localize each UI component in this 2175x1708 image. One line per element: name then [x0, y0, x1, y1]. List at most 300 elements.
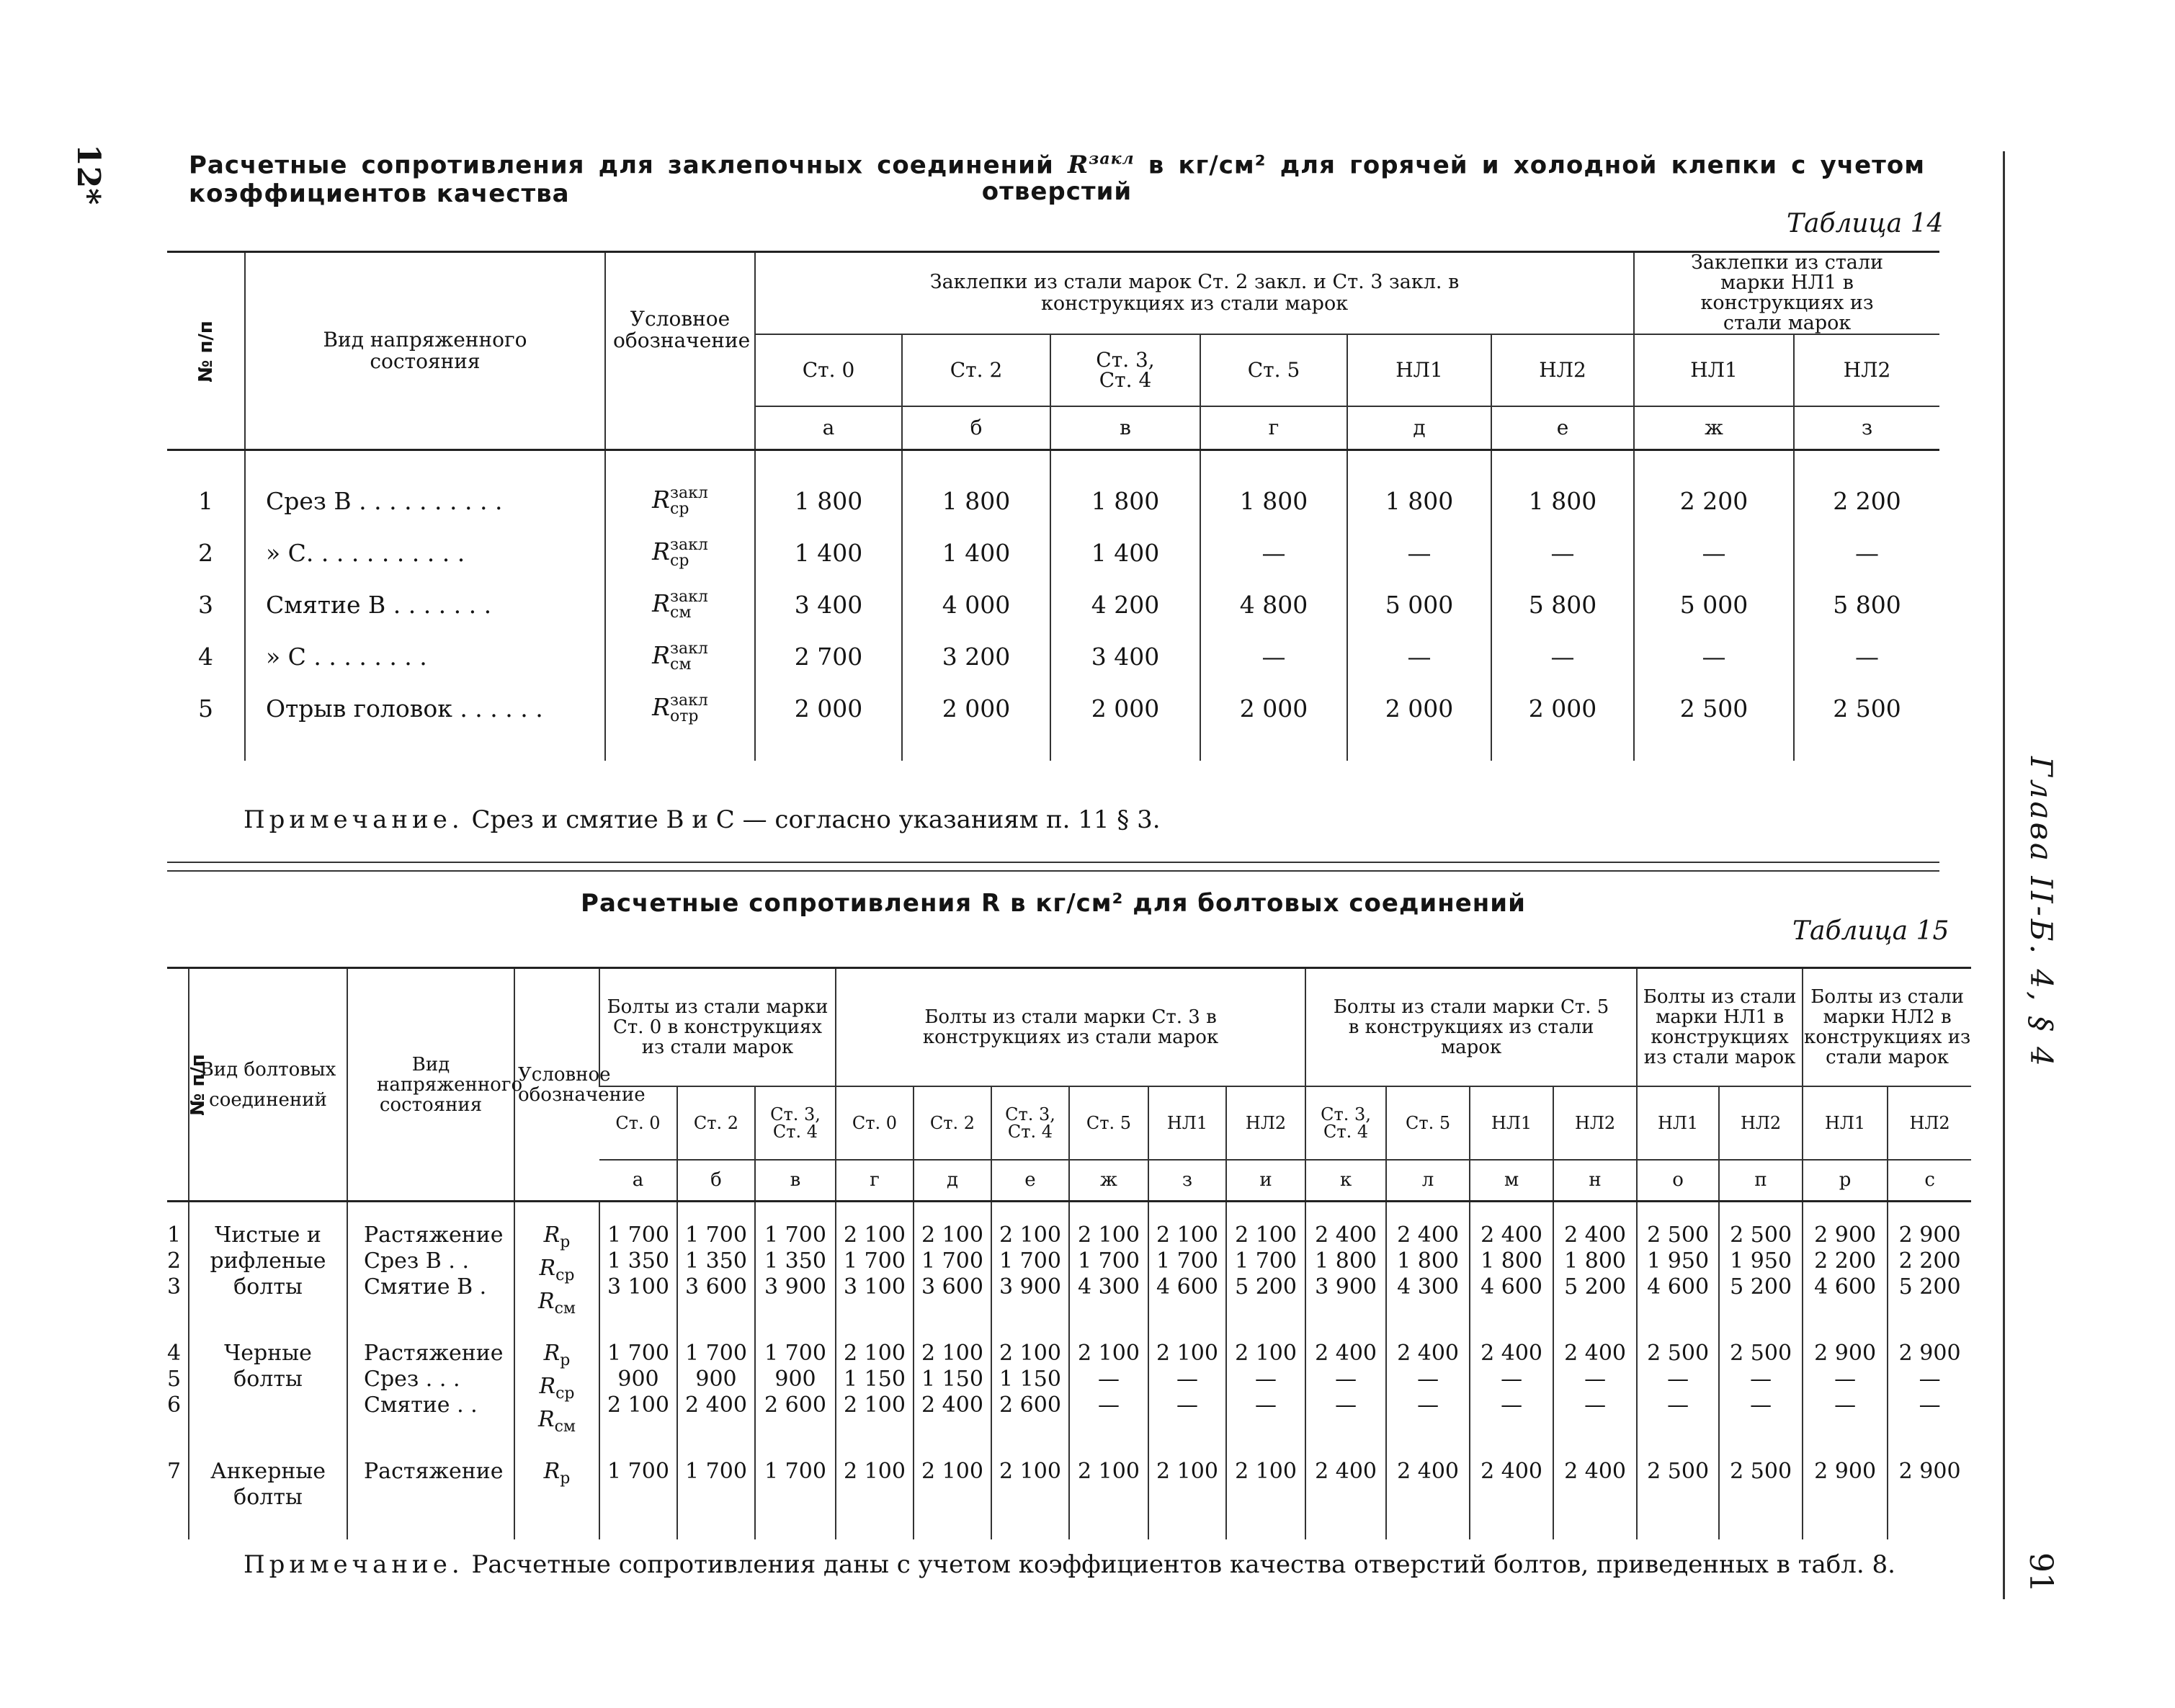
bolt-kind: Анкерные болты	[189, 1440, 347, 1539]
value-cell: 2 100	[844, 1341, 906, 1366]
table15-label: Таблица 15	[1792, 916, 1950, 946]
value-column	[1386, 1440, 1470, 1539]
t14-col-header: НЛ1	[1634, 334, 1794, 406]
value-cell: 1 700	[764, 1459, 826, 1484]
value-column	[1803, 1440, 1888, 1539]
value-cell: 1 700	[1156, 1248, 1218, 1274]
value-cell: —	[1417, 1367, 1439, 1392]
t15-col-header: Ст. 5	[1069, 1086, 1148, 1160]
symbol-sup	[670, 589, 708, 621]
state-label: Срез В . .	[364, 1248, 470, 1274]
t15-col-letter: д	[914, 1160, 991, 1202]
symbol-sub-text: отр	[670, 707, 699, 725]
value-column	[1226, 1440, 1305, 1539]
value-column	[1719, 1440, 1803, 1539]
t15-col-letter: и	[1226, 1160, 1305, 1202]
symbol	[515, 1374, 599, 1407]
value-cell: 1 350	[607, 1248, 669, 1274]
value-cell: —	[1919, 1367, 1941, 1392]
value-cell: 900	[617, 1367, 659, 1392]
row-number: 4	[198, 643, 213, 671]
value-cell: 2 400	[1397, 1459, 1459, 1484]
symbol	[515, 1289, 599, 1322]
value-column	[1888, 1440, 1971, 1539]
table-row	[167, 579, 1939, 631]
value-cell: 2 100	[844, 1392, 906, 1418]
t15-col-letter: б	[677, 1160, 755, 1202]
value-column	[1148, 1440, 1226, 1539]
symbol-letter: R	[652, 589, 670, 617]
value-cell: 2 000	[1200, 683, 1347, 761]
value-cell: 2 100	[1156, 1341, 1218, 1366]
value-cell: 4 600	[1480, 1274, 1542, 1300]
row-number: 4	[167, 1341, 182, 1366]
value-cell: 5 800	[1794, 579, 1939, 631]
value-cell: 2 100	[1078, 1459, 1140, 1484]
value-column	[1470, 1322, 1553, 1440]
value-cell: 2 000	[1050, 683, 1200, 761]
table-row-group	[167, 1440, 1971, 1539]
t14-col-header: НЛ2	[1794, 334, 1939, 406]
value-cell: —	[1634, 527, 1794, 579]
symbol-letter: R	[539, 1374, 556, 1399]
value-cell: 2 100	[1235, 1341, 1297, 1366]
value-cell: —	[1794, 527, 1939, 579]
value-cell: 1 700	[999, 1248, 1061, 1274]
value-column	[1553, 1202, 1637, 1323]
value-cell: 4 300	[1078, 1274, 1140, 1300]
row-number: 6	[167, 1392, 182, 1418]
value-cell: 2 000	[1347, 683, 1491, 761]
t14-col-header: Ст. 5	[1200, 334, 1347, 406]
value-cell: —	[1176, 1367, 1198, 1392]
value-cell: 2 100	[999, 1222, 1061, 1248]
row-number: 1	[198, 487, 213, 515]
value-cell: 2 400	[921, 1392, 983, 1418]
row-kind: » С. . . . . . . . . . .	[245, 527, 605, 579]
value-column	[1386, 1202, 1470, 1323]
value-cell: 2 100	[1235, 1222, 1297, 1248]
value-cell: 3 600	[685, 1274, 747, 1300]
value-cell: 2 100	[1156, 1222, 1218, 1248]
symbol-letter: R	[652, 640, 670, 669]
t15-g1-header: Болты из стали марки Ст. 0 в конструкциях из стали марок	[599, 968, 836, 1086]
symbol-sup-text: закл	[670, 587, 708, 606]
t15-col-header: НЛ2	[1719, 1086, 1803, 1160]
t15-col-letter: н	[1553, 1160, 1637, 1202]
value-cell: —	[1347, 631, 1491, 683]
value-cell: 3 900	[764, 1274, 826, 1300]
table14-note: Примечание. Срез и смятие В и С — согласно указаниям п. 11 § 3.	[244, 805, 1161, 834]
t14-col-header: Ст. 3, Ст. 4	[1050, 334, 1200, 406]
value-cell: 4 000	[902, 579, 1050, 631]
value-column	[677, 1202, 755, 1323]
symbol-letter: R	[543, 1459, 561, 1484]
value-cell: 3 900	[999, 1274, 1061, 1300]
value-column	[1069, 1440, 1148, 1539]
value-cell: 1 700	[607, 1459, 669, 1484]
value-cell: 5 200	[1898, 1274, 1961, 1300]
state-label: Смятие . .	[364, 1392, 478, 1418]
value-column	[1719, 1202, 1803, 1323]
value-cell: —	[1501, 1367, 1523, 1392]
t15-col-letter: е	[991, 1160, 1069, 1202]
value-cell: 1 800	[755, 450, 902, 527]
value-cell: 1 400	[755, 527, 902, 579]
symbol-letter: R	[537, 1289, 555, 1314]
table14	[167, 251, 1939, 761]
state-label: Растяжение	[364, 1341, 504, 1366]
t15-g4-header: Болты из стали марки НЛ1 в конструкциях из стали марок	[1637, 968, 1803, 1086]
value-column	[1386, 1322, 1470, 1440]
value-cell: 1 700	[607, 1341, 669, 1366]
symbol-sup-text: закл	[670, 691, 708, 710]
table-row	[167, 450, 1939, 527]
symbol-letter: R	[543, 1341, 561, 1366]
t15-g5-header: Болты из стали марки НЛ2 в конструкциях из стали марок	[1803, 968, 1971, 1086]
bolt-kind: Чистые и рифленые болты	[189, 1202, 347, 1323]
value-cell: 2 100	[921, 1222, 983, 1248]
t15-col-header: НЛ1	[1803, 1086, 1888, 1160]
symbol	[515, 1256, 599, 1289]
value-cell: 2 200	[1898, 1248, 1961, 1274]
value-cell: —	[1834, 1392, 1857, 1418]
value-cell: 1 700	[921, 1248, 983, 1274]
value-cell: 2 400	[1397, 1222, 1459, 1248]
symbol-sub: см	[554, 1418, 576, 1436]
symbol-letter: R	[652, 485, 670, 514]
symbol-sub: р	[560, 1233, 571, 1251]
row-kind: Смятие В . . . . . . .	[245, 579, 605, 631]
value-cell: 1 800	[1347, 450, 1491, 527]
col-kind-header: Вид напряженного состояния	[245, 252, 605, 450]
table15-note: Примечание. Расчетные сопротивления даны с учетом коэффициентов качества отверстий болтов, приведенных в табл. 8.	[244, 1550, 1895, 1579]
value-cell: 3 100	[844, 1274, 906, 1300]
value-cell: 4 600	[1814, 1274, 1877, 1300]
symbol-letter: R	[539, 1256, 556, 1281]
value-cell: 2 600	[999, 1392, 1061, 1418]
value-column	[836, 1440, 914, 1539]
value-cell: 5 800	[1491, 579, 1634, 631]
t15-col-header: Ст. 3, Ст. 4	[1305, 1086, 1386, 1160]
symbol-letter: R	[652, 537, 670, 565]
t14-col-header: Ст. 2	[902, 334, 1050, 406]
table14-title: Расчетные сопротивления для заклепочных соединений $R^{закл}$ в кг/см² для горячей и холодной клепки с учетом коэффициентов качества	[189, 150, 1926, 209]
states	[347, 1202, 514, 1323]
value-cell: 1 350	[764, 1248, 826, 1274]
chapter-header: Глава II-Б. 4, § 4	[2024, 756, 2059, 1069]
row-number: 2	[198, 539, 213, 567]
value-cell: 4 600	[1647, 1274, 1710, 1300]
value-cell: 2 400	[1564, 1459, 1627, 1484]
value-cell: —	[1750, 1367, 1772, 1392]
value-cell: 2 900	[1898, 1459, 1961, 1484]
row-number: 2	[167, 1248, 182, 1274]
value-column	[1888, 1322, 1971, 1440]
value-column	[599, 1322, 677, 1440]
row-kind: Срез В . . . . . . . . . .	[245, 450, 605, 527]
value-cell: 2 100	[999, 1341, 1061, 1366]
value-cell: 2 100	[921, 1459, 983, 1484]
table14-label: Таблица 14	[1787, 209, 1944, 238]
row-symbol	[605, 527, 755, 579]
value-cell: 2 400	[1564, 1341, 1627, 1366]
value-cell: 1 700	[685, 1341, 747, 1366]
value-cell: —	[1098, 1392, 1120, 1418]
value-column	[1069, 1202, 1148, 1323]
value-cell: 5 000	[1634, 579, 1794, 631]
symbol	[515, 1459, 599, 1492]
value-column	[1719, 1322, 1803, 1440]
value-cell: 1 950	[1647, 1248, 1710, 1274]
t15-col-letter: к	[1305, 1160, 1386, 1202]
t15-col-header: Ст. 2	[677, 1086, 755, 1160]
row-number: 5	[167, 1367, 182, 1392]
symbol-sup-text: закл	[670, 535, 708, 554]
row-numbers	[167, 1440, 189, 1539]
value-column	[1148, 1322, 1226, 1440]
value-cell: 1 700	[685, 1222, 747, 1248]
value-cell: 2 400	[1315, 1459, 1377, 1484]
value-cell: 2 100	[1235, 1459, 1297, 1484]
value-cell: 2 400	[1397, 1341, 1459, 1366]
table15-title: Расчетные сопротивления R в кг/см² для болтовых соединений	[581, 889, 1526, 918]
symbol-sub: ср	[555, 1266, 575, 1284]
symbol-sub-text: ср	[670, 499, 689, 518]
value-cell: 2 500	[1647, 1459, 1710, 1484]
value-cell: 2 900	[1814, 1459, 1877, 1484]
row-number: 3	[198, 591, 213, 619]
t15-col-header: Ст. 5	[1386, 1086, 1470, 1160]
t15-col-letter: о	[1637, 1160, 1719, 1202]
value-column	[991, 1202, 1069, 1323]
row-kind: » С . . . . . . . .	[245, 631, 605, 683]
symbol-letter: R	[537, 1407, 555, 1432]
value-cell: 4 200	[1050, 579, 1200, 631]
value-cell: 3 400	[755, 579, 902, 631]
value-cell: 3 100	[607, 1274, 669, 1300]
value-column	[1226, 1322, 1305, 1440]
t14-col-letter: в	[1050, 406, 1200, 450]
value-cell: 2 100	[844, 1222, 906, 1248]
symbol-sup	[670, 483, 708, 518]
t14-col-header: НЛ2	[1491, 334, 1634, 406]
value-cell: 1 150	[999, 1367, 1061, 1392]
symbol-sup	[670, 641, 708, 673]
value-cell: 2 200	[1634, 450, 1794, 527]
value-column	[677, 1440, 755, 1539]
value-cell: 2 500	[1634, 683, 1794, 761]
value-cell: 1 950	[1730, 1248, 1792, 1274]
value-cell: 2 900	[1898, 1222, 1961, 1248]
symbol-sup-text: закл	[670, 639, 708, 658]
t14-col-letter: з	[1794, 406, 1939, 450]
value-cell: 1 700	[844, 1248, 906, 1274]
t15-col-letter: л	[1386, 1160, 1470, 1202]
value-cell: 1 150	[844, 1367, 906, 1392]
t15-col-letter: а	[599, 1160, 677, 1202]
t15-col-header: НЛ2	[1888, 1086, 1971, 1160]
value-cell: 2 500	[1730, 1459, 1792, 1484]
value-column	[1305, 1440, 1386, 1539]
symbol-letter: R	[543, 1222, 561, 1248]
value-column	[755, 1322, 836, 1440]
value-cell: —	[1794, 631, 1939, 683]
value-column	[836, 1322, 914, 1440]
symbol-sup-text: закл	[670, 483, 708, 502]
t15-col-header: Ст. 0	[599, 1086, 677, 1160]
value-cell: 1 150	[921, 1367, 983, 1392]
value-cell: —	[1098, 1367, 1120, 1392]
value-column	[1553, 1322, 1637, 1440]
value-cell: —	[1200, 631, 1347, 683]
symbol	[515, 1222, 599, 1256]
value-cell: 2 500	[1647, 1222, 1710, 1248]
value-cell: 1 800	[1491, 450, 1634, 527]
value-cell: 2 900	[1898, 1341, 1961, 1366]
value-cell: 3 400	[1050, 631, 1200, 683]
value-cell: 1 800	[902, 450, 1050, 527]
t15-col-header: НЛ1	[1637, 1086, 1719, 1160]
state-label: Растяжение	[364, 1459, 504, 1484]
value-column	[1803, 1202, 1888, 1323]
table14-title-line2: отверстий	[981, 177, 1133, 206]
symbol-sub: ср	[555, 1385, 575, 1403]
symbol-sup	[670, 537, 708, 569]
value-cell: 1 800	[1315, 1248, 1377, 1274]
t14-col-letter: б	[902, 406, 1050, 450]
value-cell: 1 700	[1078, 1248, 1140, 1274]
t15-col-letter: п	[1719, 1160, 1803, 1202]
table15	[167, 967, 1971, 1539]
row-symbol	[605, 579, 755, 631]
value-cell: —	[1501, 1392, 1523, 1418]
col-num-header: № п/п	[167, 252, 245, 450]
symbols	[514, 1440, 599, 1539]
value-column	[1305, 1322, 1386, 1440]
value-column	[1305, 1202, 1386, 1323]
symbol-sub-text: см	[670, 655, 692, 674]
row-symbol	[605, 631, 755, 683]
value-cell: 1 800	[1050, 450, 1200, 527]
symbol-letter: R	[652, 692, 670, 721]
t15-col-header: НЛ1	[1470, 1086, 1553, 1160]
value-cell: 2 400	[1564, 1222, 1627, 1248]
t15-col-header: Ст. 3, Ст. 4	[755, 1086, 836, 1160]
value-column	[1470, 1440, 1553, 1539]
value-column	[1888, 1202, 1971, 1323]
value-cell: 2 000	[902, 683, 1050, 761]
t15-col-letter: с	[1888, 1160, 1971, 1202]
value-cell: —	[1667, 1392, 1689, 1418]
t15-col-letter: м	[1470, 1160, 1553, 1202]
symbol-sub-text: см	[670, 603, 692, 622]
t15-col-symbol-header: Условное обозначение	[514, 968, 599, 1202]
value-cell: 1 350	[685, 1248, 747, 1274]
symbol-sub: см	[554, 1300, 576, 1318]
t14-col-header: Ст. 0	[755, 334, 902, 406]
row-numbers	[167, 1202, 189, 1323]
value-cell: 1 700	[685, 1459, 747, 1484]
states	[347, 1440, 514, 1539]
symbol	[515, 1341, 599, 1374]
value-cell: 2 000	[755, 683, 902, 761]
value-cell: —	[1584, 1392, 1607, 1418]
value-cell: 2 900	[1814, 1222, 1877, 1248]
row-number: 3	[167, 1274, 182, 1300]
t14-col-letter: д	[1347, 406, 1491, 450]
value-cell: —	[1584, 1367, 1607, 1392]
section-divider	[167, 862, 1939, 872]
value-cell: 3 900	[1315, 1274, 1377, 1300]
value-column	[1069, 1322, 1148, 1440]
t15-col-kind2-header: Вид напряженного состояния	[347, 968, 514, 1202]
value-cell: 5 200	[1235, 1274, 1297, 1300]
value-cell: 1 800	[1200, 450, 1347, 527]
symbols	[514, 1322, 599, 1440]
value-cell: 2 100	[1156, 1459, 1218, 1484]
value-cell: 2 200	[1814, 1248, 1877, 1274]
value-column	[991, 1322, 1069, 1440]
t15-col-letter: р	[1803, 1160, 1888, 1202]
row-number: 5	[198, 694, 213, 723]
value-column	[1470, 1202, 1553, 1323]
bolt-kind: Черные болты	[189, 1322, 347, 1440]
value-cell: 3 600	[921, 1274, 983, 1300]
value-cell: —	[1667, 1367, 1689, 1392]
value-column	[1637, 1202, 1719, 1323]
value-cell: 2 100	[1078, 1341, 1140, 1366]
t14-col-letter: е	[1491, 406, 1634, 450]
symbol-sub-text: ср	[670, 551, 689, 570]
value-cell: 2 500	[1730, 1341, 1792, 1366]
t14-col-letter: а	[755, 406, 902, 450]
value-cell: 1 400	[1050, 527, 1200, 579]
t14-col-header: НЛ1	[1347, 334, 1491, 406]
value-cell: 2 700	[755, 631, 902, 683]
state-label: Растяжение	[364, 1222, 504, 1248]
t15-col-num-header: № п/п	[167, 968, 189, 1202]
value-cell: 1 700	[607, 1222, 669, 1248]
row-symbol	[605, 450, 755, 527]
value-column	[914, 1202, 991, 1323]
value-column	[1637, 1322, 1719, 1440]
table-row	[167, 631, 1939, 683]
t15-col-letter: ж	[1069, 1160, 1148, 1202]
symbols	[514, 1202, 599, 1323]
state-label: Срез . . .	[364, 1367, 460, 1392]
value-column	[836, 1202, 914, 1323]
t15-col-header: Ст. 0	[836, 1086, 914, 1160]
t15-col-letter: з	[1148, 1160, 1226, 1202]
group2-header: Заклепки из стали марки НЛ1 в конструкциях из стали марок	[1634, 252, 1939, 335]
row-number: 7	[167, 1459, 182, 1484]
value-cell: 2 600	[764, 1392, 826, 1418]
value-column	[1553, 1440, 1637, 1539]
value-cell: 5 200	[1564, 1274, 1627, 1300]
value-cell: 2 500	[1730, 1222, 1792, 1248]
t15-col-letter: в	[755, 1160, 836, 1202]
value-cell: —	[1200, 527, 1347, 579]
page-margin-mark: 12*	[70, 144, 107, 205]
value-cell: 2 200	[1794, 450, 1939, 527]
value-cell: 1 800	[1564, 1248, 1627, 1274]
page-number: 91	[2022, 1552, 2059, 1593]
value-cell: 1 700	[1235, 1248, 1297, 1274]
value-column	[677, 1322, 755, 1440]
value-column	[914, 1440, 991, 1539]
value-column	[1803, 1322, 1888, 1440]
